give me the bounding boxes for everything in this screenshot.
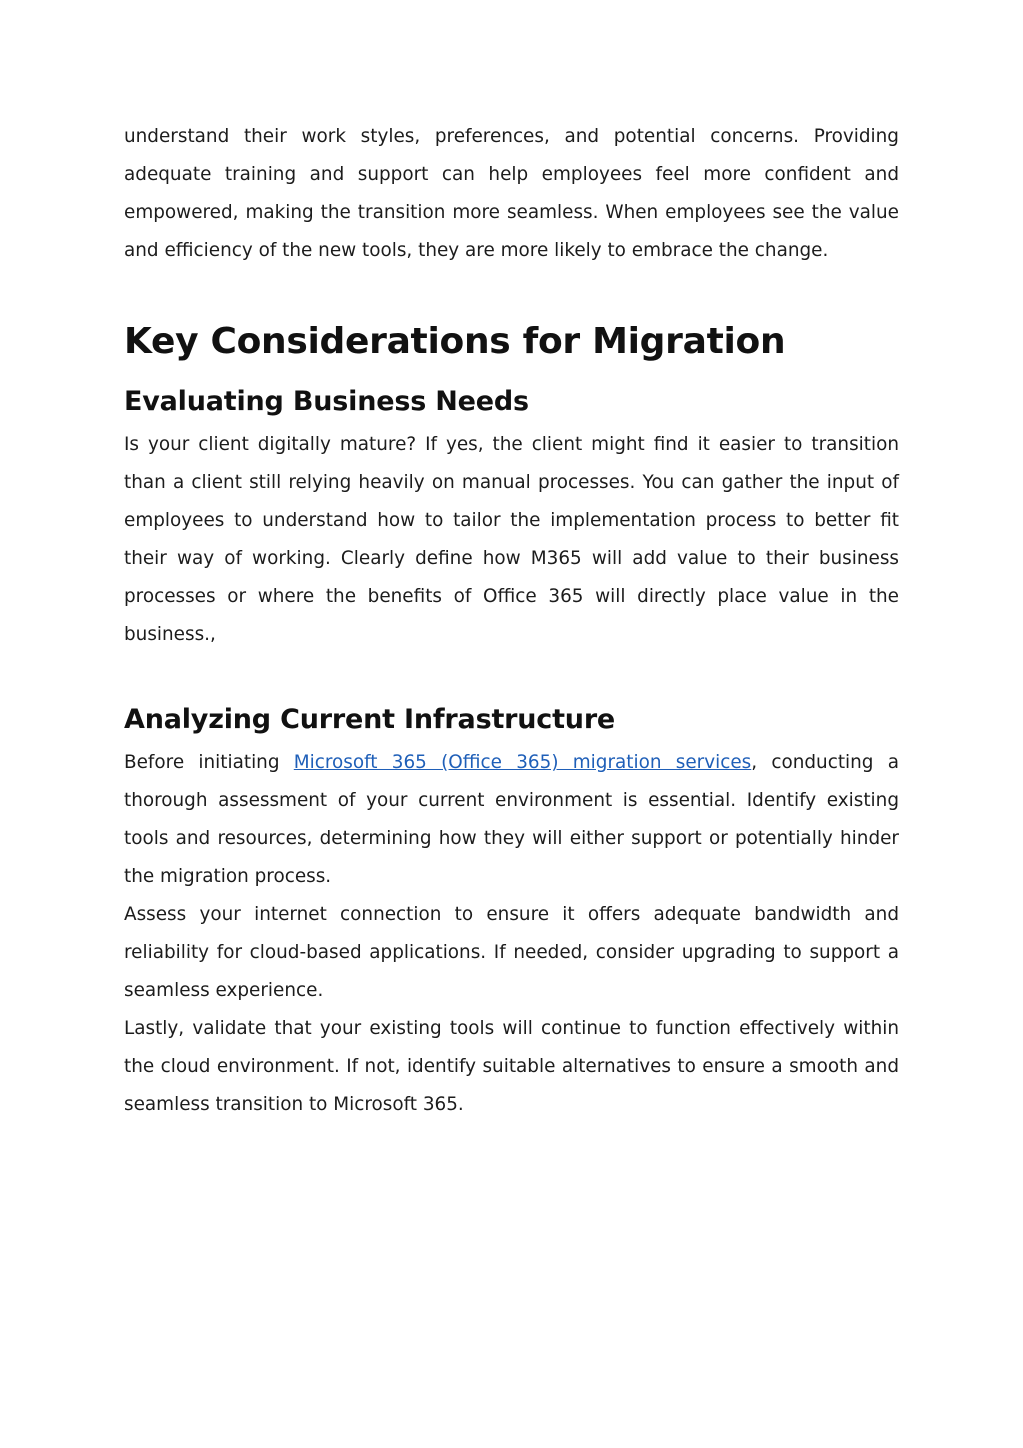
paragraph-text-after-link: , conducting a thorough assessment of your current environment is essential. Identify existing tools and resources, determining how they will either support or potentially hinder the migration process.: [124, 752, 900, 887]
section-paragraph-internet-connection: Assess your internet connection to ensure it offers adequate bandwidth and reliability for cloud-based applications. If needed, consider upgrading to support a seamless experience.: [124, 904, 899, 1001]
section-paragraph-validate-tools: Lastly, validate that your existing tools will continue to function effectively within the cloud environment. If not, identify suitable alternatives to ensure a smooth and seamless transition to Microsoft 365.: [124, 1018, 899, 1115]
section-heading-current-infrastructure: Analyzing Current Infrastructure: [124, 704, 616, 735]
paragraph-text-before-link: Before initiating: [124, 752, 294, 773]
intro-paragraph: understand their work styles, preferences, and potential concerns. Providing adequate training and support can help employees feel more confident and empowered, making the transition more seamless. When employees see the value and efficiency of the new tools, they are more likely to embrace the change.: [124, 126, 899, 261]
section-paragraph-infrastructure-assessment: [124, 744, 899, 896]
migration-services-link[interactable]: Microsoft 365 (Office 365) migration services: [293, 752, 752, 773]
section-paragraph-business-needs: Is your client digitally mature? If yes, the client might find it easier to transition than a client still relying heavily on manual processes. You can gather the input of employees to understand how to tailor the implementation process to better fit their way of working. Clearly define how M365 will add value to their business processes or where the benefits of Office 365 will directly place value in the business.,: [124, 434, 899, 645]
document-page: [124, 118, 899, 1124]
section-heading-evaluating-business-needs: Evaluating Business Needs: [124, 386, 529, 417]
main-heading: Key Considerations for Migration: [124, 321, 786, 362]
